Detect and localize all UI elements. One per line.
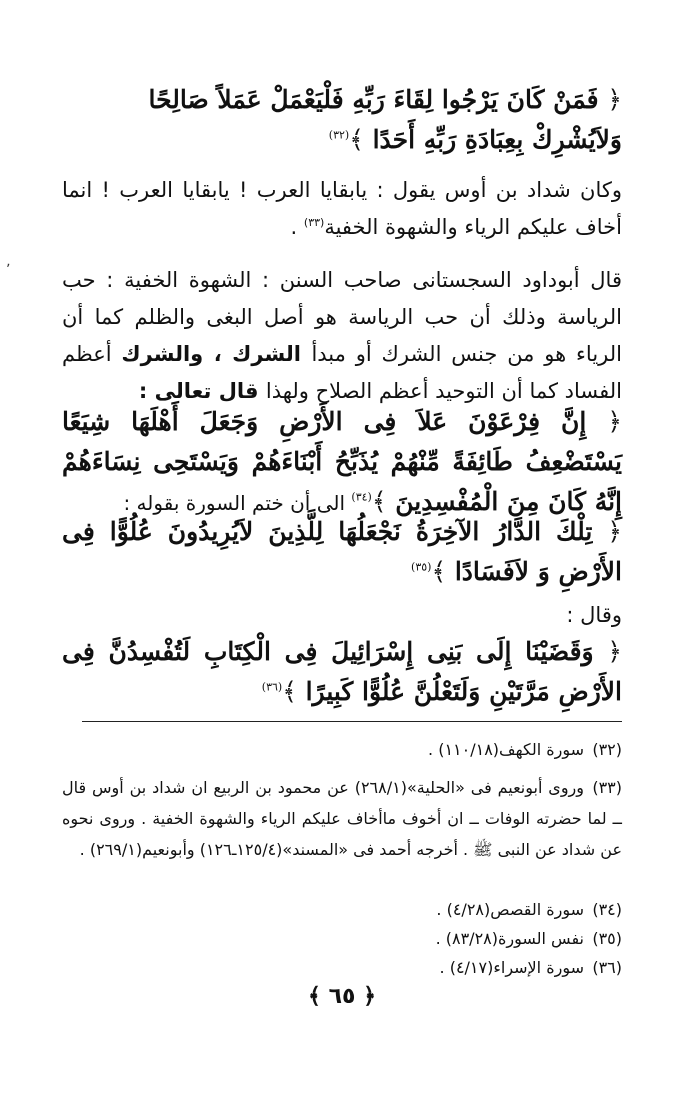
footnote-number: (٣٢)	[592, 740, 622, 759]
paragraph-abu-dawud-bold2: قال تعالى :	[138, 379, 266, 403]
verse-open-bracket: ﴿	[607, 407, 622, 436]
footnote-ref-32: (٣٢)	[328, 128, 350, 142]
verse-35	[62, 512, 622, 592]
paragraph-shaddad	[62, 172, 622, 246]
paragraph-shaddad-text: وكان شداد بن أوس يقول : يابقايا العرب ! يابقايا العرب ! انما أخاف عليكم الرياء والشهوة الخفية	[62, 178, 622, 239]
footnote-ref-34: (٣٤)	[351, 490, 372, 504]
footnote-36	[62, 954, 622, 981]
verse-close-bracket: ﴾	[431, 557, 447, 586]
qala-text: وقال :	[566, 603, 622, 627]
verse-close-bracket: ﴾	[282, 677, 297, 706]
footnote-ref-33: (٣٣)	[303, 216, 325, 229]
verse-close-bracket: ﴾	[371, 487, 387, 516]
footnote-number: (٣٤)	[592, 900, 622, 919]
footnote-text: نفس السورة(٨٣/٢٨) .	[435, 929, 584, 948]
verse-34-after: الى أن ختم السورة بقوله :	[123, 491, 352, 515]
footnote-33	[62, 772, 622, 865]
paragraph-abu-dawud-part2: أعظم الفساد كما أن التوحيد أعظم الصلاح ولهذا	[62, 342, 622, 403]
page-number-value: ٦٥	[328, 984, 356, 1009]
footnote-separator	[82, 721, 622, 722]
paragraph-abu-dawud-bold1: الشرك ، والشرك	[121, 342, 312, 366]
paragraph-abu-dawud	[62, 262, 622, 410]
paragraph-abu-dawud-part1: قال أبوداود السجستانى صاحب السنن : الشهوة الخفية : حب الرياسة وذلك أن حب الرياسة هو أصل البغى والظلم كما أن الرياء هو من جنس الشرك أو مبدأ	[62, 268, 622, 366]
footnote-text: سورة القصص(٤/٢٨) .	[436, 900, 584, 919]
page-number-close: ﴾	[308, 984, 321, 1009]
footnote-number: (٣٦)	[592, 958, 622, 977]
footnote-text: وروى أبونعيم فى «الحلية»(٢٦٨/١) عن محمود بن الربيع ان شداد بن أوس قال ــ لما حضرته الوفات ــ ان أخوف ماأخاف عليكم الرياء والشهوة الخفية . وروى نحوه عن شداد عن النبى ﷺ . أخرجه أحمد فى «المسند»(١٢٥/٤ـ١٢٦) وأبونعيم(٢٦٩/١) .	[62, 778, 622, 859]
verse-32-line1: فَمَنْ كَانَ يَرْجُوا لِقَاءَ رَبِّهِ فَلْيَعْمَلْ عَمَلاً صَالِحًا	[148, 85, 599, 114]
verse-36-text: وَقَضَيْنَا إِلَى بَنِى إِسْرَائِيلَ فِى الْكِتَابِ لَتُفْسِدُنَّ فِى الأَرْضِ مَرَّتَيْنِ وَلَتَعْلُنَّ عُلُوًّا كَبِيرًا	[62, 637, 622, 706]
footnote-text: سورة الإسراء(٤/١٧) .	[439, 958, 584, 977]
footnote-32	[62, 736, 622, 763]
verse-32-line2: وَلاَيُشْرِكْ بِعِبَادَةِ رَبِّهِ أَحَدًا	[372, 125, 622, 154]
footnote-35	[62, 925, 622, 952]
footnote-ref-35: (٣٥)	[411, 560, 432, 574]
verse-32	[62, 80, 622, 160]
verse-34-text: إِنَّ فِرْعَوْنَ عَلاَ فِى الأَرْضِ وَجَعَلَ أَهْلَهَا شِيَعًا يَسْتَضْعِفُ طَائِفَةً مِّنْهُمْ يُذَبِّحُ أَبْنَاءَهُمْ وَيَسْتَحِى نِسَاءَهُمْ إِنَّهُ كَانَ مِنَ الْمُفْسِدِينَ	[62, 407, 622, 516]
footnote-34	[62, 896, 622, 923]
verse-open-bracket: ﴿	[607, 637, 622, 666]
verse-36	[62, 632, 622, 712]
footnote-number: (٣٥)	[592, 929, 622, 948]
page-number	[0, 984, 684, 1009]
paragraph-shaddad-tail: .	[290, 215, 304, 239]
page-number-open: ﴿	[363, 984, 376, 1009]
margin-mark: ʼ	[6, 262, 11, 278]
qala-label	[62, 597, 622, 634]
footnote-ref-36: (٣٦)	[261, 680, 283, 694]
verse-34	[62, 402, 622, 523]
verse-35-text: تِلْكَ الدَّارُ الآخِرَةُ نَجْعَلُهَا لِلَّذِينَ لاَيُرِيدُونَ عُلُوًّا فِى الأَرْضِ وَ لاَفَسَادًا	[62, 517, 622, 586]
verse-close-bracket: ﴾	[349, 125, 364, 154]
verse-open-bracket: ﴿	[607, 85, 622, 114]
footnote-text: سورة الكهف(١١٠/١٨) .	[428, 740, 584, 759]
footnote-number: (٣٣)	[592, 778, 622, 797]
verse-open-bracket: ﴿	[607, 517, 622, 546]
